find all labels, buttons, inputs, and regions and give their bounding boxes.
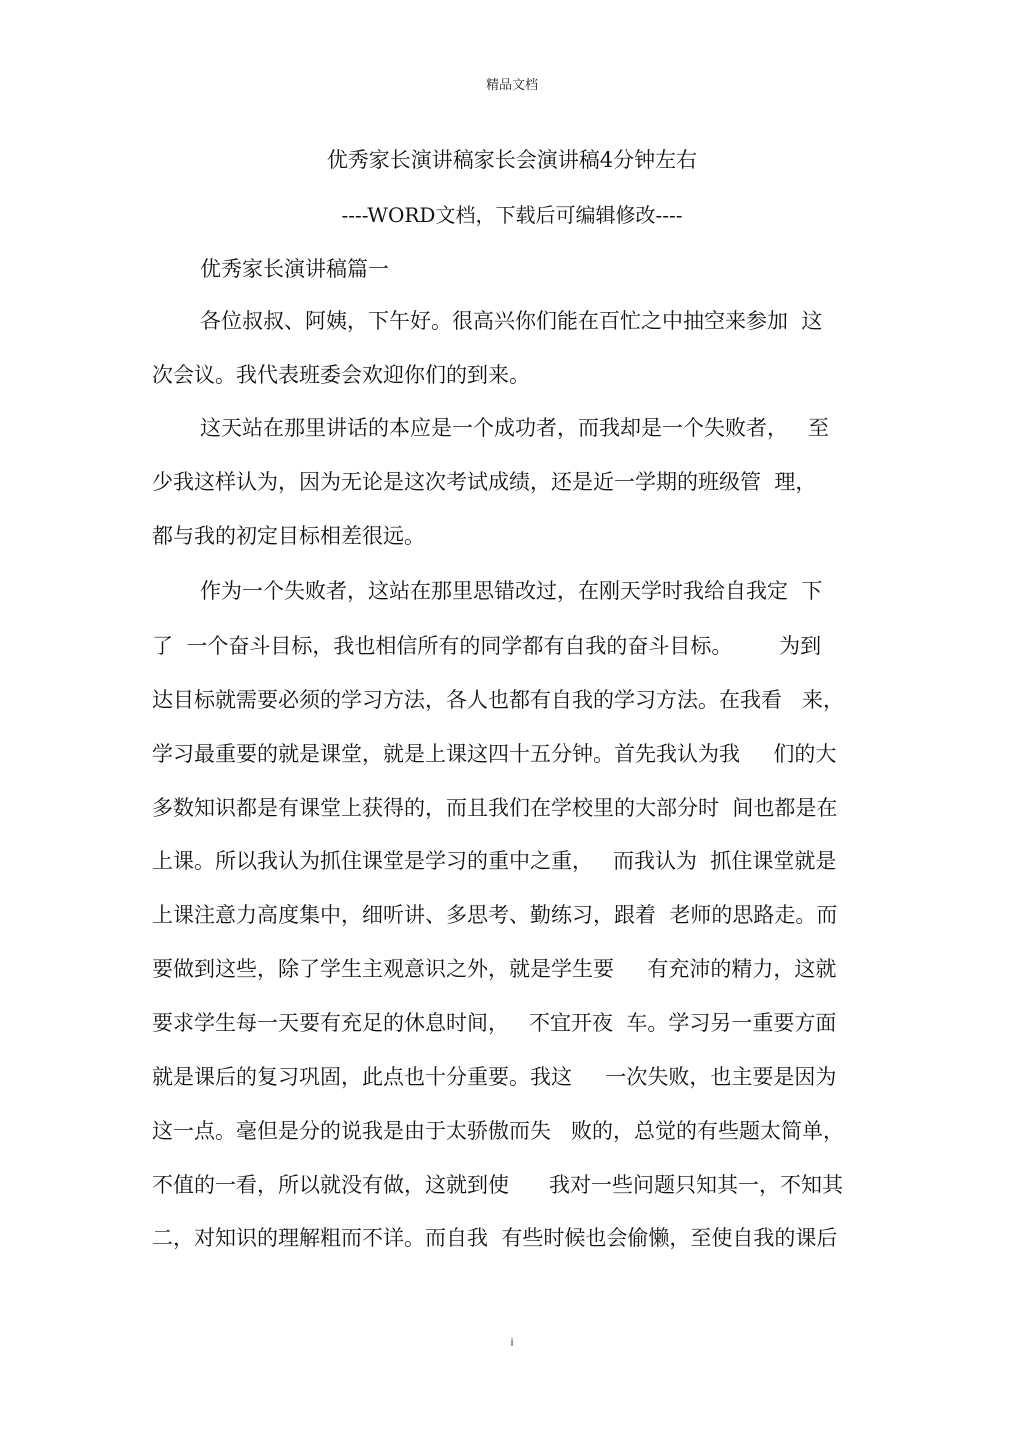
body-line: 各位叔叔、阿姨，下午好。很高兴你们能在百忙之中抽空来参加 这 bbox=[200, 309, 823, 333]
document-subtitle: ----WORD文档，下载后可编辑修改---- bbox=[341, 203, 683, 227]
body-line: 多数知识都是有课堂上获得的，而且我们在学校里的大部分时 间也都是在 bbox=[152, 796, 838, 820]
document-title: 优秀家长演讲稿家长会演讲稿4分钟左右 bbox=[326, 148, 698, 172]
body-line: 作为一个失败者，这站在那里思错改过，在刚天学时我给自我定 下 bbox=[200, 579, 823, 603]
body-line: 要做到这些，除了学生主观意识之外，就是学生要 有充沛的精力，这就 bbox=[152, 957, 837, 981]
page-header: 精品文档 bbox=[485, 78, 538, 93]
body-line: 要求学生每一天要有充足的休息时间， 不宜开夜 车。学习另一重要方面 bbox=[152, 1011, 837, 1035]
section-heading: 优秀家长演讲稿篇一 bbox=[200, 257, 389, 281]
body-line: 上课。所以我认为抓住课堂是学习的重中之重， 而我认为 抓住课堂就是 bbox=[152, 849, 837, 873]
body-line: 这一点。毫但是分的说我是由于太骄傲而失 败的，总觉的有些题太简单， bbox=[152, 1119, 845, 1143]
body-line: 次会议。我代表班委会欢迎你们的到来。 bbox=[152, 363, 530, 387]
body-line: 少我这样认为，因为无论是这次考试成绩，还是近一学期的班级管 理， bbox=[152, 470, 817, 494]
body-line: 学习最重要的就是课堂，就是上课这四十五分钟。首先我认为我 们的大 bbox=[152, 742, 837, 766]
body-line: 都与我的初定目标相差很远。 bbox=[152, 524, 425, 548]
body-line: 了 一个奋斗目标，我也相信所有的同学都有自我的奋斗目标。 为到 bbox=[152, 634, 822, 658]
body-line: 这天站在那里讲话的本应是一个成功者，而我却是一个失败者， 至 bbox=[200, 416, 830, 440]
page-number: i bbox=[510, 1336, 514, 1349]
body-line: 达目标就需要必须的学习方法，各人也都有自我的学习方法。在我看 来， bbox=[152, 688, 845, 712]
body-line: 上课注意力高度集中，细听讲、多思考、勤练习，跟着 老师的思路走。而 bbox=[152, 903, 838, 927]
body-line: 不值的一看，所以就没有做，这就到使 我对一些问题只知其一，不知其 bbox=[152, 1173, 844, 1197]
body-line: 二，对知识的理解粗而不详。而自我 有些时候也会偷懒，至使自我的课后 bbox=[152, 1226, 838, 1250]
body-line: 就是课后的复习巩固，此点也十分重要。我这 一次失败，也主要是因为 bbox=[152, 1065, 837, 1089]
